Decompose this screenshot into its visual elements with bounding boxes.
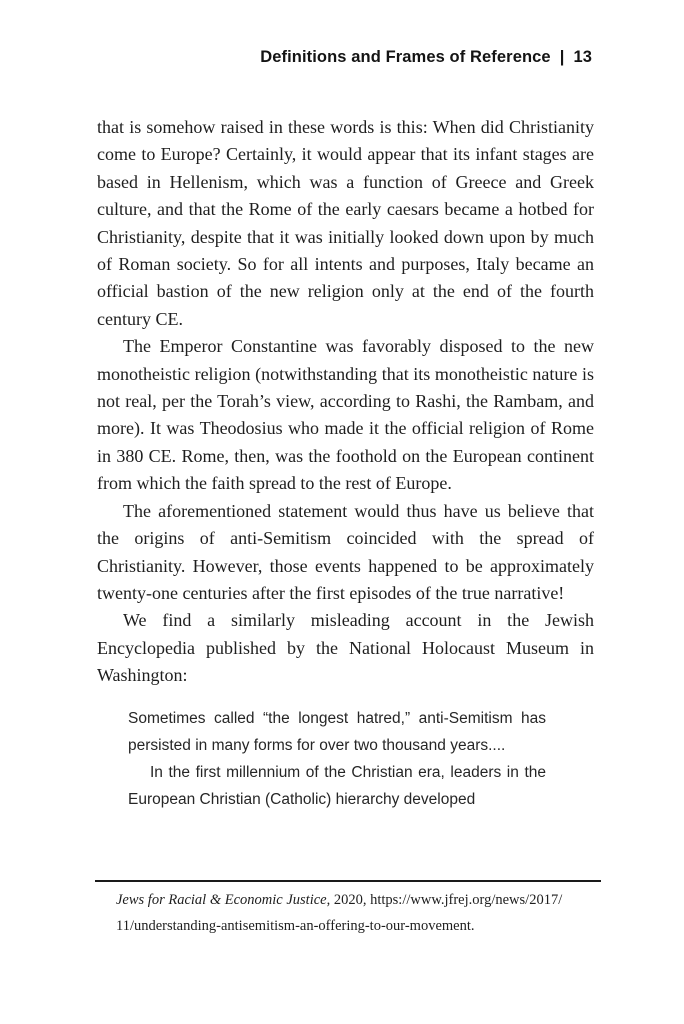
footnote-citation-line-2: 11/understanding-antisemitism-an-offering-to-our-movement. — [116, 917, 475, 934]
body-paragraph-4: We find a similarly misleading account in the Jewish Encyclopedia published by the National Holocaust Museum in Washington: — [97, 610, 594, 686]
page-number: 13 — [573, 48, 592, 66]
body-paragraph-1: that is somehow raised in these words is this: When did Christianity come to Europe? Certainly, it would appear that its infant stages are based in Hellenism, which was a function of Greece and Greek culture, and that the Rome of the early caesars became a hotbed for Christianity, despite that it was initially looked down upon by much of Roman society. So for all intents and purposes, Italy became an official bastion of the new religion only at the end of the fourth century CE. — [97, 117, 594, 329]
footnote-text — [95, 888, 601, 939]
footnote-source-title: Jews for Racial & Economic Justice — [116, 892, 327, 908]
blockquote-paragraph-2: In the first millennium of the Christian era, leaders in the European Christian (Catholic) hierarchy developed — [128, 763, 546, 808]
body-paragraph-2: The Emperor Constantine was favorably disposed to the new monotheistic religion (notwithstanding that its monotheistic nature is not real, per the Torah’s view, according to Rashi, the Rambam, and more). It was Theodosius who made it the official religion of Rome in 380 CE. Rome, then, was the foothold on the European continent from which the faith spread to the rest of Europe. — [97, 336, 594, 494]
page-content — [97, 114, 594, 813]
footnote-citation-rest: , 2020, https://www.jfrej.org/news/2017/ — [326, 892, 563, 908]
body-paragraph-3: The aforementioned statement would thus have us believe that the origins of anti-Semitism coincided with the spread of Christianity. However, those events happened to be approximately twenty-one centuries after the first episodes of the true narrative! — [97, 500, 594, 603]
footnote-citation-line-1 — [116, 888, 601, 914]
header-separator: | — [559, 48, 565, 66]
chapter-title: Definitions and Frames of Reference — [260, 48, 551, 66]
blockquote-paragraph-1: Sometimes called “the longest hatred,” anti-Semitism has persisted in many forms for over two thousand years.... — [128, 709, 546, 754]
footnote — [95, 880, 601, 939]
blockquote — [128, 705, 546, 813]
footnote-rule — [95, 880, 601, 882]
running-header — [260, 48, 592, 67]
